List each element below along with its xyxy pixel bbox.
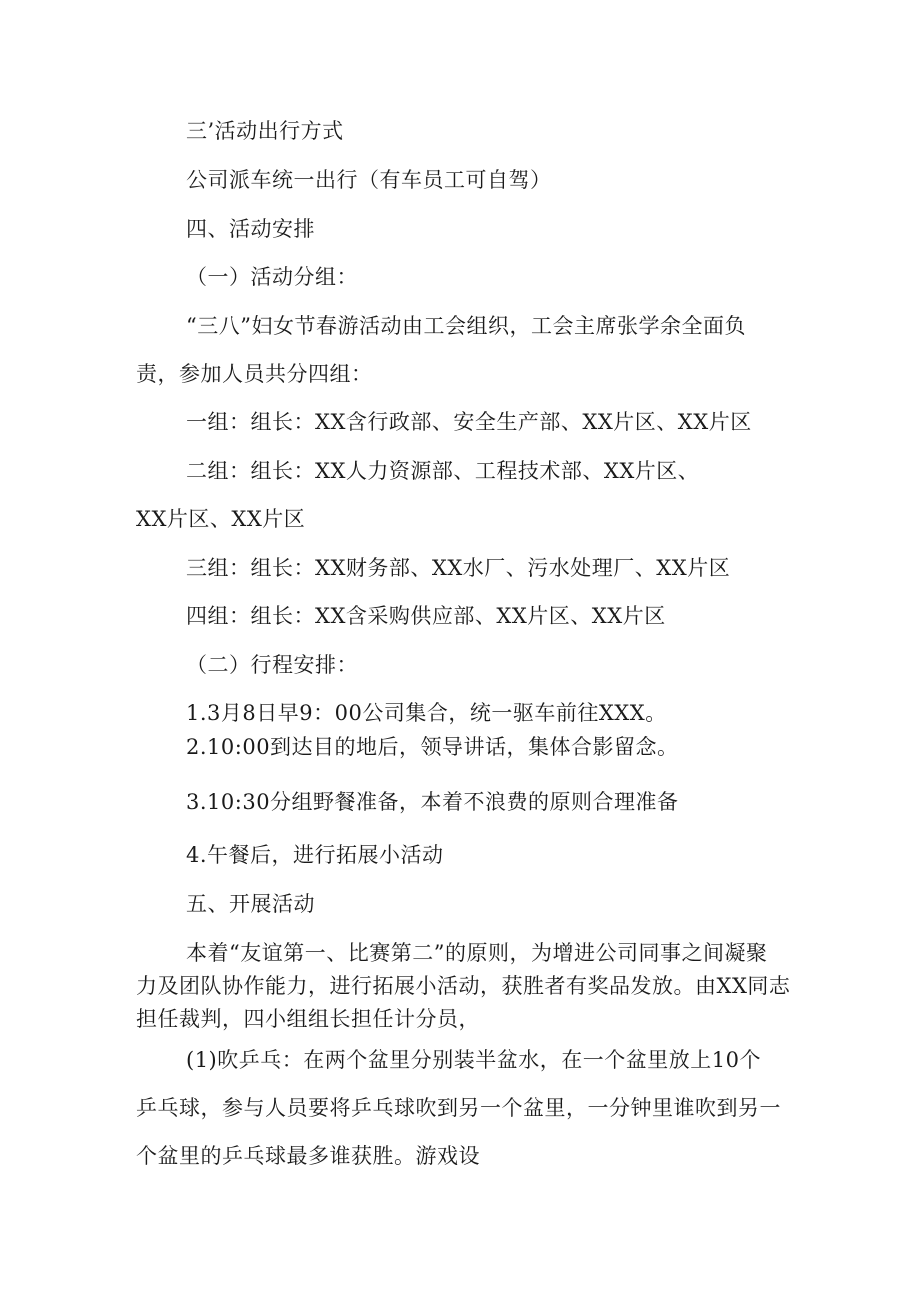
schedule-item-4: 4.午餐后，进行拓展小活动 [186,843,444,867]
group-two-line-2: XX片区、XX片区 [136,507,306,531]
group-four: 四组：组长：XX含采购供应部、XX片区、XX片区 [186,604,666,628]
group-two-line-1: 二组：组长：XX人力资源部、工程技术部、XX片区、 [186,459,700,483]
paragraph-grouping-line-1: “三八”妇女节春游活动由工会组织，工会主席张学余全面负 [186,314,746,338]
heading-activities: 五、开展活动 [186,892,315,916]
game-one-line-3: 个盆里的乒乓球最多谁获胜。游戏设 [136,1144,480,1168]
paragraph-grouping-line-2: 责，参加人员共分四组： [136,362,373,386]
subheading-grouping: （一）活动分组： [186,265,358,289]
paragraph-travel-mode: 公司派车统一出行（有车员工可自驾） [186,168,552,192]
group-three: 三组：组长：XX财务部、XX水厂、污水处理厂、XX片区 [186,556,731,580]
schedule-item-1: 1.3月8日早9：00公司集合，统一驱车前往XXX。 [186,701,667,725]
heading-arrangement: 四、活动安排 [186,217,315,241]
paragraph-activities-line-2: 力及团队协作能力，进行拓展小活动，获胜者有奖品发放。由XX同志 [136,974,791,998]
heading-travel-mode: 三’活动出行方式 [186,119,344,143]
game-one-line-2: 乒乓球，参与人员要将乒乓球吹到另一个盆里，一分钟里谁吹到另一 [136,1096,781,1120]
subheading-schedule: （二）行程安排： [186,653,358,677]
schedule-item-3: 3.10:30分组野餐准备，本着不浪费的原则合理准备 [186,790,679,814]
paragraph-activities-line-1: 本着“友谊第一、比赛第二”的原则，为增进公司同事之间凝聚 [186,941,768,965]
group-one: 一组：组长：XX含行政部、安全生产部、XX片区、XX片区 [186,410,752,434]
game-one-line-1: (1)吹乒乓：在两个盆里分别装半盆水，在一个盆里放上10个 [186,1048,761,1072]
schedule-item-2: 2.10:00到达目的地后，领导讲话，集体合影留念。 [186,735,679,759]
paragraph-activities-line-3: 担任裁判，四小组组长担任计分员， [136,1007,480,1031]
